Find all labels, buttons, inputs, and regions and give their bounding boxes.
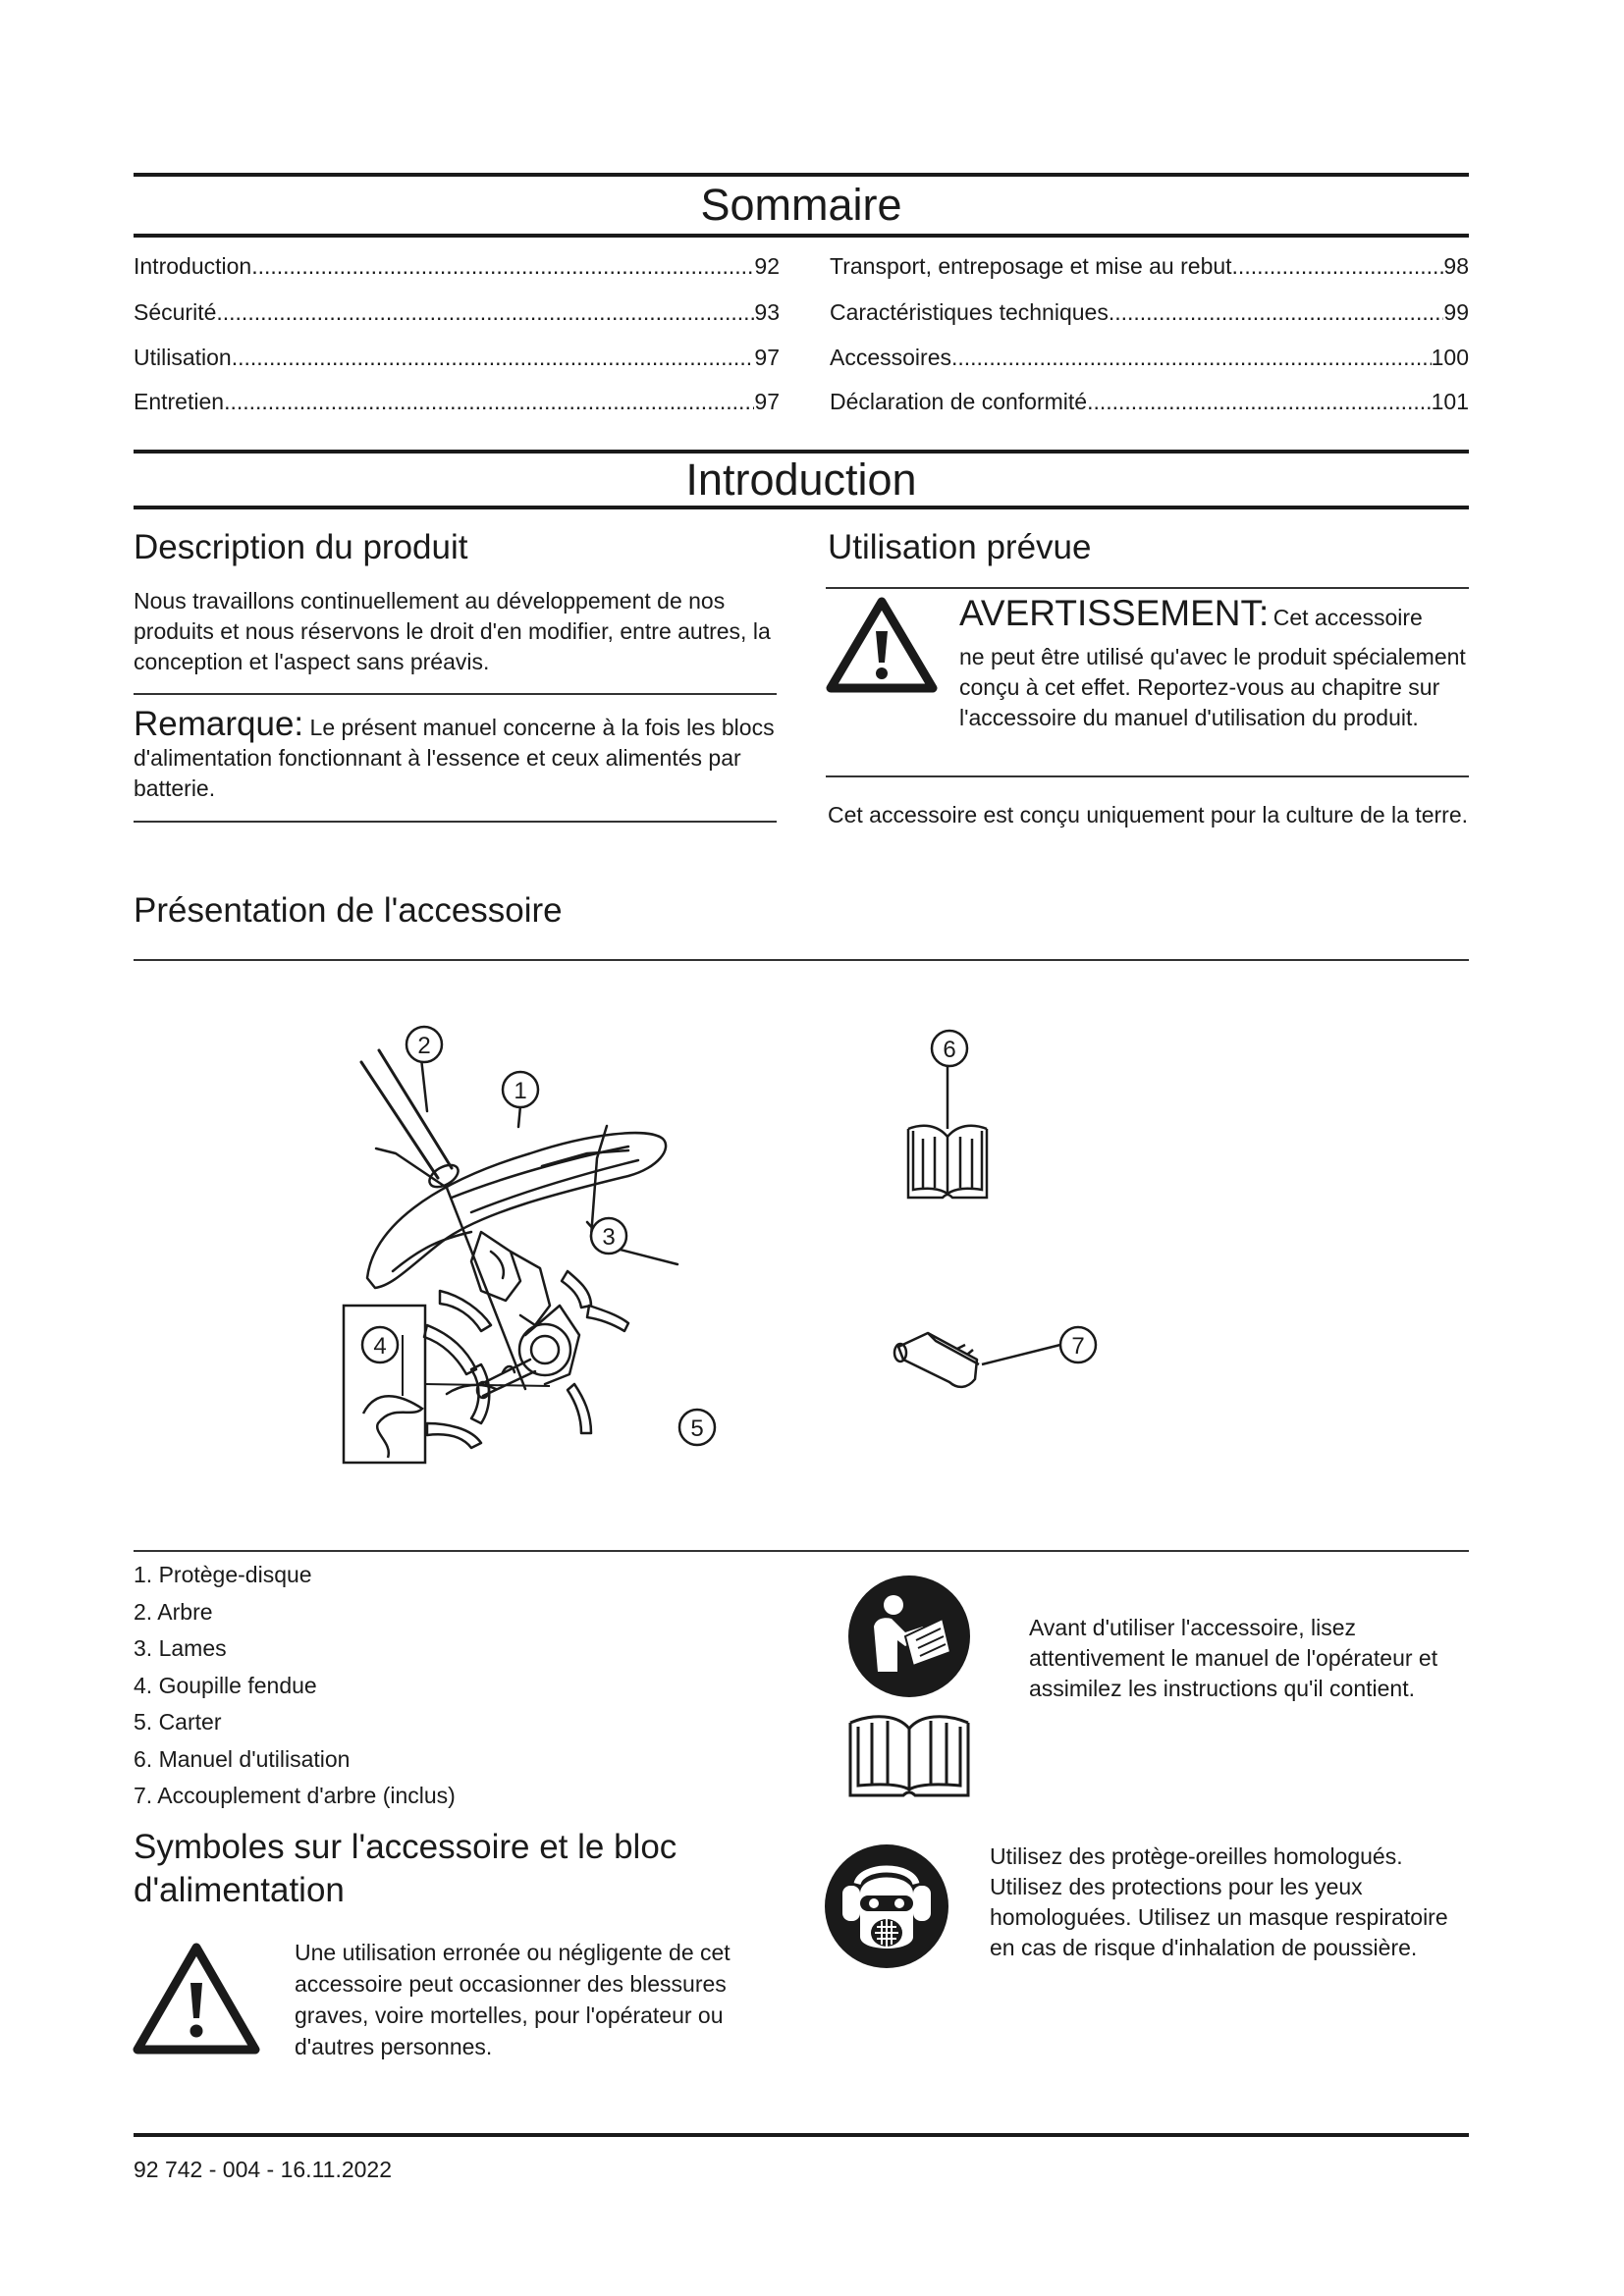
callout-4 bbox=[362, 1327, 398, 1362]
svg-text:5: 5 bbox=[690, 1415, 704, 1442]
list-item: 3. Lames bbox=[134, 1635, 227, 1661]
symbol-manual-text: Avant d'utiliser l'accessoire, lisez attentivement le manuel de l'opérateur et assimilez les instructions qu'il contient. bbox=[1029, 1615, 1438, 1701]
doc-reference: 92 742 - 004 - 16.11.2022 bbox=[134, 2157, 393, 2182]
list-item: 6. Manuel d'utilisation bbox=[134, 1745, 351, 1772]
toc-title: Sommaire bbox=[700, 180, 902, 230]
warning-text: ne peut être utilisé qu'avec le produit spécialement conçu à cet effet. Reportez-vous au chapitre sur l'accessoire du manuel d'utilisation du produit. bbox=[959, 644, 1466, 730]
callout-6 bbox=[932, 1031, 967, 1066]
toc-entry[interactable]: Caractéristiques techniques ..... 99 bbox=[830, 297, 1469, 327]
description-heading: Description du produit bbox=[134, 528, 468, 566]
svg-text:1: 1 bbox=[514, 1078, 527, 1104]
shaft-coupling-illustration bbox=[889, 1306, 1114, 1414]
toc-bottom-rule bbox=[134, 234, 1469, 238]
toc-top-rule bbox=[134, 173, 1469, 177]
list-item: 4. Goupille fendue bbox=[134, 1672, 317, 1698]
toc-entry[interactable]: Sécurité ..... 93 bbox=[134, 297, 780, 327]
list-item: 7. Accouplement d'arbre (inclus) bbox=[134, 1783, 456, 1808]
symbol-ppe-text: Utilisez des protège-oreilles homologués. Utilisez des protections pour les yeux homologuées. Utilisez un masque respiratoire en cas de risque d'inhalation de poussière. bbox=[990, 1843, 1448, 1960]
usage-text: Cet accessoire est conçu uniquement pour la culture de la terre. bbox=[828, 802, 1469, 828]
warning-title-line bbox=[959, 593, 1470, 634]
parts-list bbox=[134, 1557, 456, 1815]
ppe-icon bbox=[823, 1842, 950, 1970]
svg-text:2: 2 bbox=[417, 1033, 431, 1059]
list-item: 2. Arbre bbox=[134, 1598, 213, 1625]
warning-bottom-rule bbox=[826, 775, 1469, 777]
overview-heading: Présentation de l'accessoire bbox=[134, 891, 563, 930]
callout-5 bbox=[679, 1410, 715, 1445]
warning-text-start: Cet accessoire bbox=[1272, 605, 1423, 630]
callout-7 bbox=[1060, 1327, 1096, 1362]
manual-illustration bbox=[884, 1021, 1041, 1207]
overview-top-rule bbox=[134, 959, 1469, 961]
tiller-illustration bbox=[334, 1011, 746, 1482]
note-label: Remarque: bbox=[134, 705, 304, 743]
overview-bottom-rule bbox=[134, 1550, 1469, 1552]
note-block bbox=[134, 705, 782, 804]
description-text: Nous travaillons continuellement au développement de nos produits et nous réservons le droit d'en modifier, entre autres, la conception et l'aspect sans préavis. bbox=[134, 588, 771, 674]
toc-entry[interactable]: Accessoires ..... 100 bbox=[830, 343, 1469, 372]
note-bottom-rule bbox=[134, 821, 777, 823]
toc-entry[interactable]: Déclaration de conformité ..... 101 bbox=[830, 387, 1469, 416]
toc-entry[interactable]: Entretien ..... 97 bbox=[134, 387, 780, 416]
warning-triangle-icon bbox=[132, 1942, 261, 2056]
usage-heading: Utilisation prévue bbox=[828, 528, 1092, 566]
list-item: 5. Carter bbox=[134, 1709, 222, 1735]
svg-text:6: 6 bbox=[943, 1037, 956, 1063]
intro-top-rule bbox=[134, 450, 1469, 454]
footer-rule bbox=[134, 2133, 1469, 2137]
callout-1 bbox=[503, 1072, 538, 1107]
read-manual-icon bbox=[844, 1575, 982, 1801]
note-text: Le présent manuel concerne à la fois les blocs d'alimentation fonctionnant à l'essence et ceux alimentés par batterie. bbox=[134, 715, 775, 801]
warning-label: AVERTISSEMENT: bbox=[959, 593, 1270, 633]
callout-2 bbox=[406, 1027, 442, 1062]
toc-entry[interactable]: Transport, entreposage et mise au rebut ..... 98 bbox=[830, 251, 1469, 281]
callout-3 bbox=[591, 1218, 626, 1254]
toc-entry[interactable]: Utilisation ..... 97 bbox=[134, 343, 780, 372]
toc-entry[interactable]: Introduction ..... 92 bbox=[134, 251, 780, 281]
intro-bottom-rule bbox=[134, 506, 1469, 509]
note-top-rule bbox=[134, 693, 777, 695]
intro-title: Introduction bbox=[685, 454, 917, 505]
symbols-heading: Symboles sur l'accessoire et le bloc d'alimentation bbox=[134, 1828, 677, 1909]
symbol-warning-text: Une utilisation erronée ou négligente de cet accessoire peut occasionner des blessures graves, voire mortelles, pour l'opérateur ou d'autres personnes. bbox=[295, 1940, 731, 2059]
svg-text:7: 7 bbox=[1071, 1333, 1085, 1360]
list-item: 1. Protège-disque bbox=[134, 1562, 312, 1587]
warning-top-rule bbox=[826, 587, 1469, 589]
svg-text:4: 4 bbox=[373, 1333, 387, 1360]
warning-triangle-icon bbox=[825, 596, 939, 694]
svg-text:3: 3 bbox=[602, 1224, 616, 1251]
